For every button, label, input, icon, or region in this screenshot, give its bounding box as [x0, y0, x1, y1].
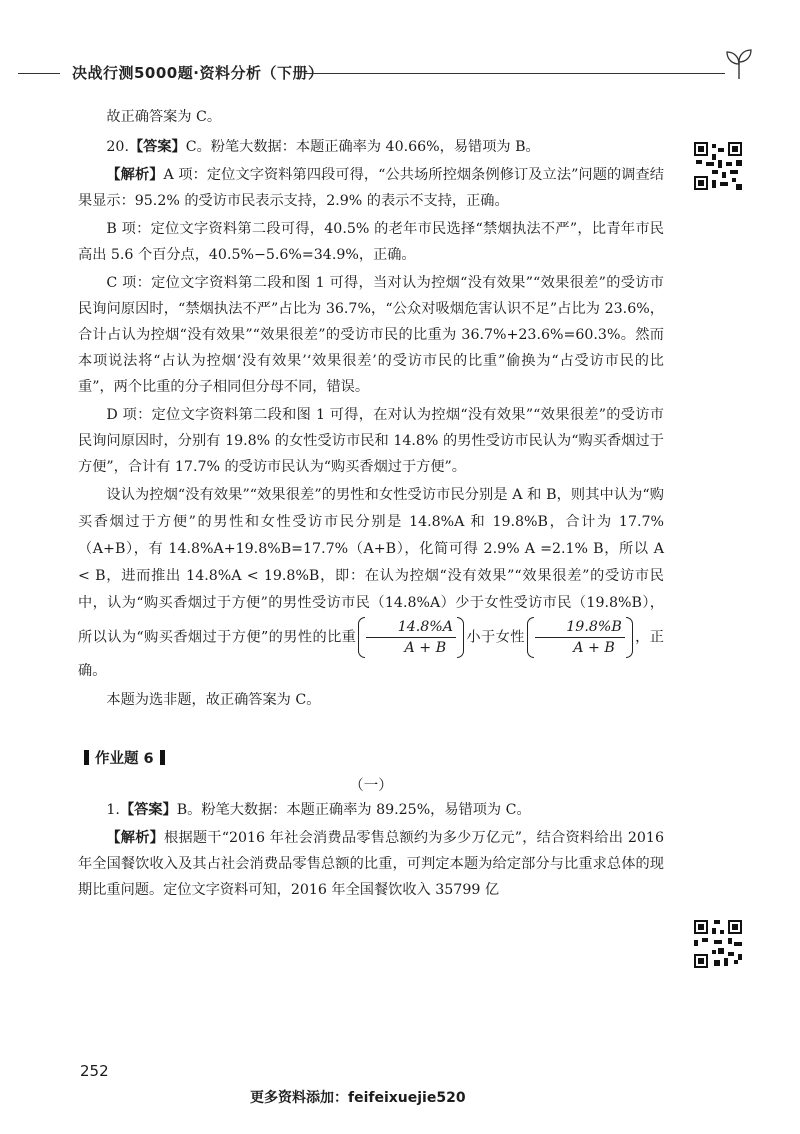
q20-analysis-d: D 项：定位文字资料第二段和图 1 可得，在对认为控烟“没有效果”“效果很差”的受访市民询问原因时，分别有 19.8% 的女性受访市民和 14.8% 的男性受访市民认为“购买香烟过于方便”，合计有 17.7% 的受访市民认为“购买香烟过于方便”。 — [78, 407, 664, 475]
section-title-text: 作业题 6 — [95, 751, 154, 767]
header-title: 决战行测5000题·资料分析（下册） — [72, 64, 324, 82]
fraction-female — [527, 617, 633, 658]
q20-analysis-derivation — [78, 482, 664, 685]
qr-code-icon[interactable] — [692, 140, 744, 192]
subsection-heading: （一） — [349, 778, 393, 794]
analysis-tag: 【解析】 — [106, 830, 165, 846]
qr-code-icon[interactable] — [692, 918, 744, 970]
q20-answer — [78, 134, 664, 160]
answer-tag: 【答案】 — [119, 802, 177, 818]
q1-analysis — [78, 825, 664, 903]
section-bar-right — [160, 750, 165, 765]
q20-conclusion: 本题为选非题，故正确答案为 C。 — [106, 692, 321, 708]
fraction-female-denominator: A + B — [573, 640, 615, 656]
fraction-male — [358, 617, 464, 658]
q20-analysis-a — [78, 162, 664, 214]
fraction-female-numerator: 19.8%B — [535, 617, 625, 638]
derivation-end: ，正确。 — [78, 629, 664, 679]
derivation-text: 设认为控烟“没有效果”“效果很差”的男性和女性受访市民分别是 A 和 B，则其中认为“购买香烟过于方便”的男性和女性受访市民分别是 14.8%A 和 19.8%B，合计为 17.7%（A+B），有 14.8%A+19.8%B=17.7%（A+B），化简可得 2.9% A =2.1% B，所以 A < B，进而推出 14.8%A < 19.8%B，即：在认为控烟“没有效果”“效果很差”的受访市民中，认为“购买香烟过于方便”的男性受访市民（14.8%A）少于女性受访市民（19.8%B），所以认为“购买香烟过于方便”的男性的比重 — [78, 487, 664, 646]
header-rule-left — [18, 73, 60, 74]
page-number: 252 — [80, 1062, 109, 1080]
analysis-tag: 【解析】 — [106, 167, 164, 183]
q20-analysis-c: C 项：定位文字资料第二段和图 1 可得，当对认为控烟“没有效果”“效果很差”的受访市民询问原因时，“禁烟执法不严”占比为 36.7%，“公众对吸烟危害认识不足”占比为 23.6%，合计占认为控烟“没有效果”“效果很差”的受访市民的比重为 36.7%+23.6%=60.3%。然而本项说法将“占认为控烟‘没有效果’‘效果很差’的受访市民的比重”偷换为“占受访市民的比重”，两个比重的分子相同但分母不同，错误。 — [78, 275, 664, 395]
section-bar-left — [84, 750, 89, 765]
q20-number: 20. — [106, 139, 129, 155]
derivation-mid: 小于女性 — [466, 629, 525, 646]
header-rule-right — [305, 73, 725, 74]
q1-answer-text: B。粉笔大数据：本题正确率为 89.25%，易错项为 C。 — [176, 802, 531, 818]
q20-analysis-b: B 项：定位文字资料第二段可得，40.5% 的老年市民选择“禁烟执法不严”，比青年市民高出 5.6 个百分点，40.5%−5.6%=34.9%，正确。 — [78, 221, 664, 263]
page-body — [78, 104, 664, 905]
q1-analysis-text: 根据题干“2016 年社会消费品零售总额约为多少万亿元”，结合资料给出 2016 年全国餐饮收入及其占社会消费品零售总额的比重，可判定本题为给定部分与比重求总体的现期比重问题。定位文字资料可知，2016 年全国餐饮收入 35799 亿 — [78, 830, 664, 898]
q20-answer-text: C。粉笔大数据：本题正确率为 40.66%，易错项为 B。 — [185, 139, 540, 155]
sprout-icon — [724, 46, 754, 80]
footer-note: 更多资料添加：feifeixuejie520 — [250, 1090, 466, 1106]
section-heading — [78, 747, 664, 768]
q1-answer — [78, 797, 664, 823]
prev-answer-conclusion: 故正确答案为 C。 — [106, 109, 222, 125]
running-header — [0, 58, 800, 88]
fraction-male-numerator: 14.8%A — [366, 617, 456, 638]
answer-tag: 【答案】 — [128, 139, 186, 155]
q1-number: 1. — [106, 802, 120, 818]
analysis-a-text: A 项：定位文字资料第四段可得，“公共场所控烟条例修订及立法”问题的调查结果显示：95.2% 的受访市民表示支持，2.9% 的表示不支持，正确。 — [78, 167, 664, 209]
fraction-male-denominator: A + B — [404, 640, 447, 656]
